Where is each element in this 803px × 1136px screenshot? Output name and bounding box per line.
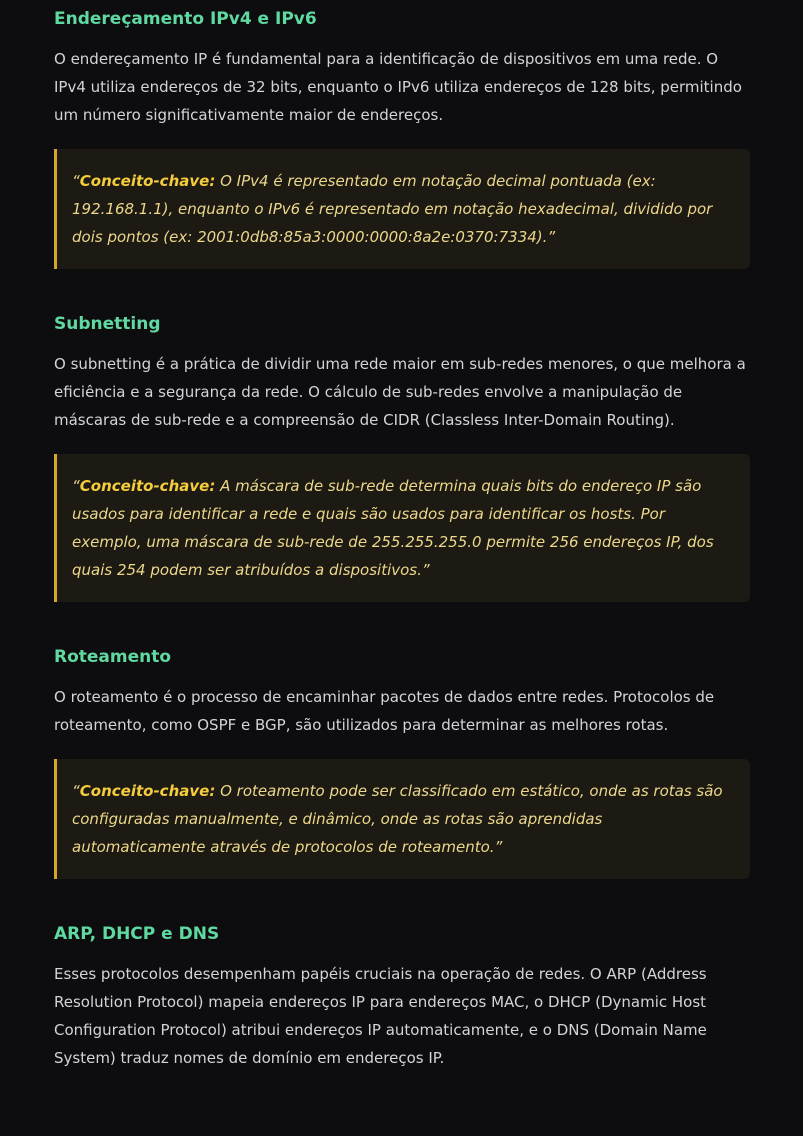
key-concept-callout-roteamento: [54, 759, 750, 879]
callout-keyword: Conceito-chave:: [79, 782, 216, 800]
callout-text: “Conceito-chave: O IPv4 é representado em notação decimal pontuada (ex: 192.168.1.1), enquanto o IPv6 é representado em notação hexadecimal, dividido por dois pontos (ex: 2001:0db8:85a3:0000:0000:8a2e:0370:7334).”: [72, 172, 713, 246]
key-concept-callout-ipv4-ipv6: [54, 149, 750, 269]
section-title-subnetting: Subnetting: [54, 314, 161, 334]
callout-text: “Conceito-chave: O roteamento pode ser classificado em estático, onde as rotas são configuradas manualmente, e dinâmico, onde as rotas são aprendidas automaticamente através de protocolos de roteamento.”: [72, 782, 723, 856]
section-text-ipv4-ipv6: O endereçamento IP é fundamental para a identificação de dispositivos em uma rede. O IPv4 utiliza endereços de 32 bits, enquanto o IPv6 utiliza endereços de 128 bits, permitindo um número significativamente maior de endereços.: [54, 50, 742, 124]
section-text-subnetting: O subnetting é a prática de dividir uma rede maior em sub-redes menores, o que melhora a eficiência e a segurança da rede. O cálculo de sub-redes envolve a manipulação de máscaras de sub-rede e a compreensão de CIDR (Classless Inter-Domain Routing).: [54, 355, 746, 429]
section-text-arp-dhcp-dns: Esses protocolos desempenham papéis cruciais na operação de redes. O ARP (Address Resolution Protocol) mapeia endereços IP para endereços MAC, o DHCP (Dynamic Host Configuration Protocol) atribui endereços IP automaticamente, e o DNS (Domain Name System) traduz nomes de domínio em endereços IP.: [54, 965, 707, 1067]
section-title-roteamento: Roteamento: [54, 647, 172, 667]
callout-text: “Conceito-chave: A máscara de sub-rede determina quais bits do endereço IP são usados para identificar a rede e quais são usados para identificar os hosts. Por exemplo, uma máscara de sub-rede de 255.255.255.0 permite 256 endereços IP, dos quais 254 podem ser atribuídos a dispositivos.”: [72, 477, 714, 579]
callout-keyword: Conceito-chave:: [79, 172, 216, 190]
key-concept-callout-subnetting: [54, 454, 750, 602]
section-title-ipv4-ipv6: Endereçamento IPv4 e IPv6: [54, 9, 317, 29]
section-text-roteamento: O roteamento é o processo de encaminhar pacotes de dados entre redes. Protocolos de roteamento, como OSPF e BGP, são utilizados para determinar as melhores rotas.: [54, 688, 715, 734]
callout-keyword: Conceito-chave:: [79, 477, 216, 495]
section-title-arp-dhcp-dns: ARP, DHCP e DNS: [54, 924, 220, 944]
